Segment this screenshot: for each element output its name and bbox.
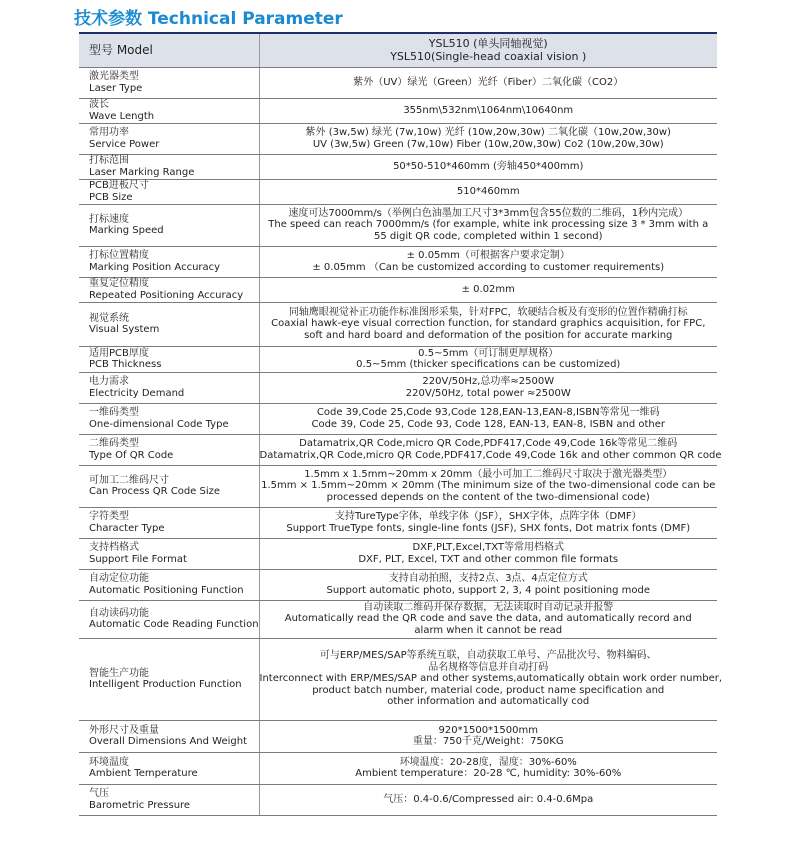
parameter-value-line: Support automatic photo, support 2, 3, 4 point positioning mode [326,584,650,596]
parameter-label [79,67,259,98]
table-row [79,434,717,465]
parameter-value-line: 可与ERP/MES/SAP等系统互联，自动获取工单号、产品批次号、物料编码、 [319,650,657,662]
parameter-value [259,346,717,372]
parameter-label [79,204,259,246]
parameter-value-line: 220V/50Hz,总功率≈2500W [422,376,555,387]
parameter-label-cn: 打标速度 [89,213,129,225]
parameter-label-cn: 电力需求 [89,376,129,387]
parameter-value-line: ± 0.02mm [461,283,515,295]
parameter-value [259,98,717,123]
table-row [79,752,717,784]
table-row [79,538,717,569]
table-row [79,372,717,403]
parameter-label [79,179,259,204]
parameter-value-line: 环境温度：20-28度，湿度：30%-60% [399,756,577,768]
parameter-label [79,638,259,720]
parameter-value-line: ± 0.05mm （Can be customized according to customer requirements) [312,261,665,273]
parameter-label-en: Barometric Pressure [89,799,191,811]
parameter-label-en: Marking Position Accuracy [89,261,221,273]
parameter-label-cn: PCB进板尺寸 [89,180,149,191]
table-row [79,246,717,277]
table-row [79,123,717,154]
parameter-label [79,123,259,154]
parameter-label [79,720,259,752]
parameter-label-cn: 二维码类型 [89,438,139,449]
parameter-value-line: DXF,PLT,Excel,TXT等常用档格式 [412,542,565,553]
table-row [79,179,717,204]
parameter-value-line: soft and hard board and deformation of the position for accurate marking [304,329,673,341]
parameter-label-cn: 重复定位精度 [89,278,149,289]
table-row [79,507,717,538]
parameter-value [259,403,717,434]
parameter-value [259,246,717,277]
parameter-label-en: Marking Speed [89,225,164,236]
parameter-value-line: 510*460mm [456,185,520,197]
parameter-label [79,538,259,569]
parameter-label-en: Service Power [89,138,160,150]
parameter-label-cn: 自动定位功能 [89,573,149,584]
parameter-value-line: ± 0.05mm（可根据客户要求定制） [406,250,570,261]
parameter-value-line: The speed can reach 7000mm/s (for example, white ink processing size 3 * 3mm with a [268,219,709,231]
table-row [79,277,717,302]
parameter-label-en: Automatic Code Reading Function [89,619,259,630]
parameter-value [259,538,717,569]
table-row [79,67,717,98]
parameter-value-line: 920*1500*1500mm [438,724,538,736]
parameter-value [259,465,717,507]
parameter-value [259,154,717,179]
parameter-value-line: 220V/50Hz, total power ≈2500W [405,387,571,399]
parameter-label-en: Support File Format [89,553,187,565]
parameter-label-cn: 激光器类型 [89,71,139,82]
parameter-label [79,372,259,403]
parameter-value [259,752,717,784]
parameter-value-line: 品名规格等信息并自动打码 [428,661,549,673]
parameter-value-line: 气压：0.4-0.6/Compressed air: 0.4-0.6Mpa [383,793,594,805]
parameter-label-cn: 适用PCB厚度 [89,347,149,359]
parameter-value [259,179,717,204]
table-row [79,204,717,246]
parameter-label [79,784,259,815]
table-row [79,346,717,372]
parameter-label-en: Electricity Demand [89,387,185,399]
parameter-label-cn: 波长 [89,99,109,110]
parameter-label [79,346,259,372]
table-row [79,569,717,600]
parameter-value-line: 紫外（UV）绿光（Green）光纤（Fiber）二氧化碳（CO2） [353,76,624,88]
parameter-value-line: 50*50-510*460mm (旁轴450*400mm) [393,160,584,172]
parameter-label-cn: 打标位置精度 [89,250,149,261]
parameter-label [79,302,259,346]
parameter-value-line: 支持TureType字体，单线字体（JSF），SHX字体，点阵字体（DMF） [334,511,642,522]
parameter-label [79,154,259,179]
parameter-label [79,600,259,638]
parameter-label-en: Can Process QR Code Size [89,486,221,497]
parameter-value-line: 支持自动拍照，支持2点、3点、4点定位方式 [388,573,588,584]
table-row [79,600,717,638]
parameter-value-line: 1.5mm × 1.5mm~20mm × 20mm (The minimum size of the two-dimensional code can be [261,480,716,492]
parameter-label-en: PCB Size [89,191,133,203]
parameter-value-line: Datamatrix,QR Code,micro QR Code,PDF417,Code 49,Code 16k and other common QR code [259,449,722,461]
parameter-value-line: 355nm\532nm\1064nm\10640nm [403,104,574,116]
parameter-label-cn: 支持档格式 [89,542,139,553]
parameter-value-line: Automatically read the QR code and save the data, and automatically record and [284,613,692,625]
parameter-value-line: 1.5mm x 1.5mm~20mm x 20mm（最小可加工二维码尺寸取决于激光器类型） [304,468,673,480]
parameter-value [259,784,717,815]
parameter-value [259,600,717,638]
parameter-value-line: 速度可达7000mm/s（举例白色油墨加工尺寸3*3mm包含55位数的二维码，1秒内完成） [288,207,689,219]
parameter-value-line: Interconnect with ERP/MES/SAP and other systems,automatically obtain work order number, [259,673,723,685]
parameter-value-line: Datamatrix,QR Code,micro QR Code,PDF417,Code 49,Code 16k等常见二维码 [299,438,678,449]
parameter-label-en: Ambient Temperature [89,768,198,779]
parameter-label-cn: 常用功率 [89,127,129,138]
parameter-value-line: Ambient temperature：20-28 ℃, humidity: 30%-60% [355,768,622,779]
model-label: 型号 Model [79,33,259,67]
parameter-value-line: 同轴鹰眼视觉补正功能作标准图形采集，针对FPC，软硬结合板及有变形的位置作精确打标 [288,306,688,318]
parameter-label [79,403,259,434]
parameter-value-line: other information and automatically cod [387,696,590,708]
parameter-value [259,720,717,752]
parameter-label-en: PCB Thickness [89,359,162,370]
table-row [79,720,717,752]
parameter-label [79,434,259,465]
parameter-label-en: Overall Dimensions And Weight [89,736,248,747]
parameter-label-en: One-dimensional Code Type [89,418,229,430]
parameter-value-line: Code 39,Code 25,Code 93,Code 128,EAN-13,EAN-8,ISBN等常见一维码 [316,407,660,418]
parameter-value-line: 55 digit QR code, completed within 1 second) [373,230,603,242]
parameter-label-cn: 外形尺寸及重量 [89,724,159,736]
parameter-label-en: Visual System [89,324,160,335]
parameter-value-line: 紫外 (3w,5w) 绿光 (7w,10w) 光纤 (10w,20w,30w) 二氧化碳（10w,20w,30w) [305,127,671,138]
parameter-label [79,277,259,302]
parameter-label-cn: 可加工二维码尺寸 [89,474,169,486]
parameter-label-cn: 智能生产功能 [89,667,149,679]
table-row [79,465,717,507]
model-value [259,33,717,67]
parameter-value [259,277,717,302]
parameter-value-line: processed depends on the content of the two-dimensional code) [326,491,650,503]
parameter-value [259,123,717,154]
parameter-value [259,507,717,538]
parameter-label [79,507,259,538]
parameter-label-en: Type Of QR Code [89,449,174,461]
parameter-label-cn: 字符类型 [89,511,129,522]
parameter-value [259,372,717,403]
model-value-line: YSL510(Single-head coaxial vision ) [390,50,587,64]
parameter-label-cn: 一维码类型 [89,407,139,418]
parameter-label-en: Laser Marking Range [89,166,195,178]
parameter-value-line: Code 39, Code 25, Code 93, Code 128, EAN-13, EAN-8, ISBN and other [311,418,666,430]
parameter-label-en: Wave Length [89,110,155,122]
parameter-value-line: product batch number, material code, product name specification and [312,684,665,696]
parameter-value-line: 0.5~5mm (thicker specifications can be customized) [356,359,621,370]
parameter-label-cn: 环境温度 [89,756,129,768]
parameter-value [259,569,717,600]
table-header-row [79,33,717,67]
parameter-label-cn: 视觉系统 [89,312,129,324]
parameter-value-line: 重量：750千克/Weight：750KG [412,736,564,747]
table-row [79,154,717,179]
parameter-value [259,434,722,465]
parameter-label-en: Laser Type [89,82,143,94]
parameter-label-en: Automatic Positioning Function [89,584,244,596]
parameter-label [79,752,259,784]
parameter-value-line: Support TrueType fonts, single-line fonts (JSF), SHX fonts, Dot matrix fonts (DMF) [286,522,691,534]
parameter-label [79,569,259,600]
table-row [79,98,717,123]
table-row [79,403,717,434]
parameter-value [259,67,717,98]
parameter-value-line: 自动读取二维码并保存数据，无法读取时自动记录并报警 [363,601,614,613]
parameter-label-en: Repeated Positioning Accuracy [89,289,244,301]
parameter-value [259,204,717,246]
parameter-value-line: DXF, PLT, Excel, TXT and other common file formats [358,553,619,565]
parameter-value-line: UV (3w,5w) Green (7w,10w) Fiber (10w,20w,30w) Co2 (10w,20w,30w) [312,138,664,150]
parameter-label-cn: 自动读码功能 [89,607,149,619]
table-row [79,784,717,815]
parameter-value-line: Coaxial hawk-eye visual correction function, for standard graphics acquisition, for FPC, [271,318,706,330]
table-row [79,302,717,346]
parameter-label [79,465,259,507]
parameter-value-line: 0.5~5mm（可订制更厚规格） [418,347,559,359]
parameter-label-cn: 打标范围 [89,155,129,166]
parameter-label [79,98,259,123]
technical-parameter-table [79,32,723,816]
parameter-value [259,638,723,720]
model-value-line: YSL510 (单头同轴视觉) [428,37,548,51]
parameter-value-line: alarm when it cannot be read [414,624,563,636]
parameter-label-cn: 气压 [89,788,109,799]
parameter-value [259,302,717,346]
page-title: 技术参数 Technical Parameter [74,9,343,29]
parameter-label-en: Intelligent Production Function [89,679,242,690]
parameter-label [79,246,259,277]
parameter-label-en: Character Type [89,522,165,534]
table-row [79,638,717,720]
